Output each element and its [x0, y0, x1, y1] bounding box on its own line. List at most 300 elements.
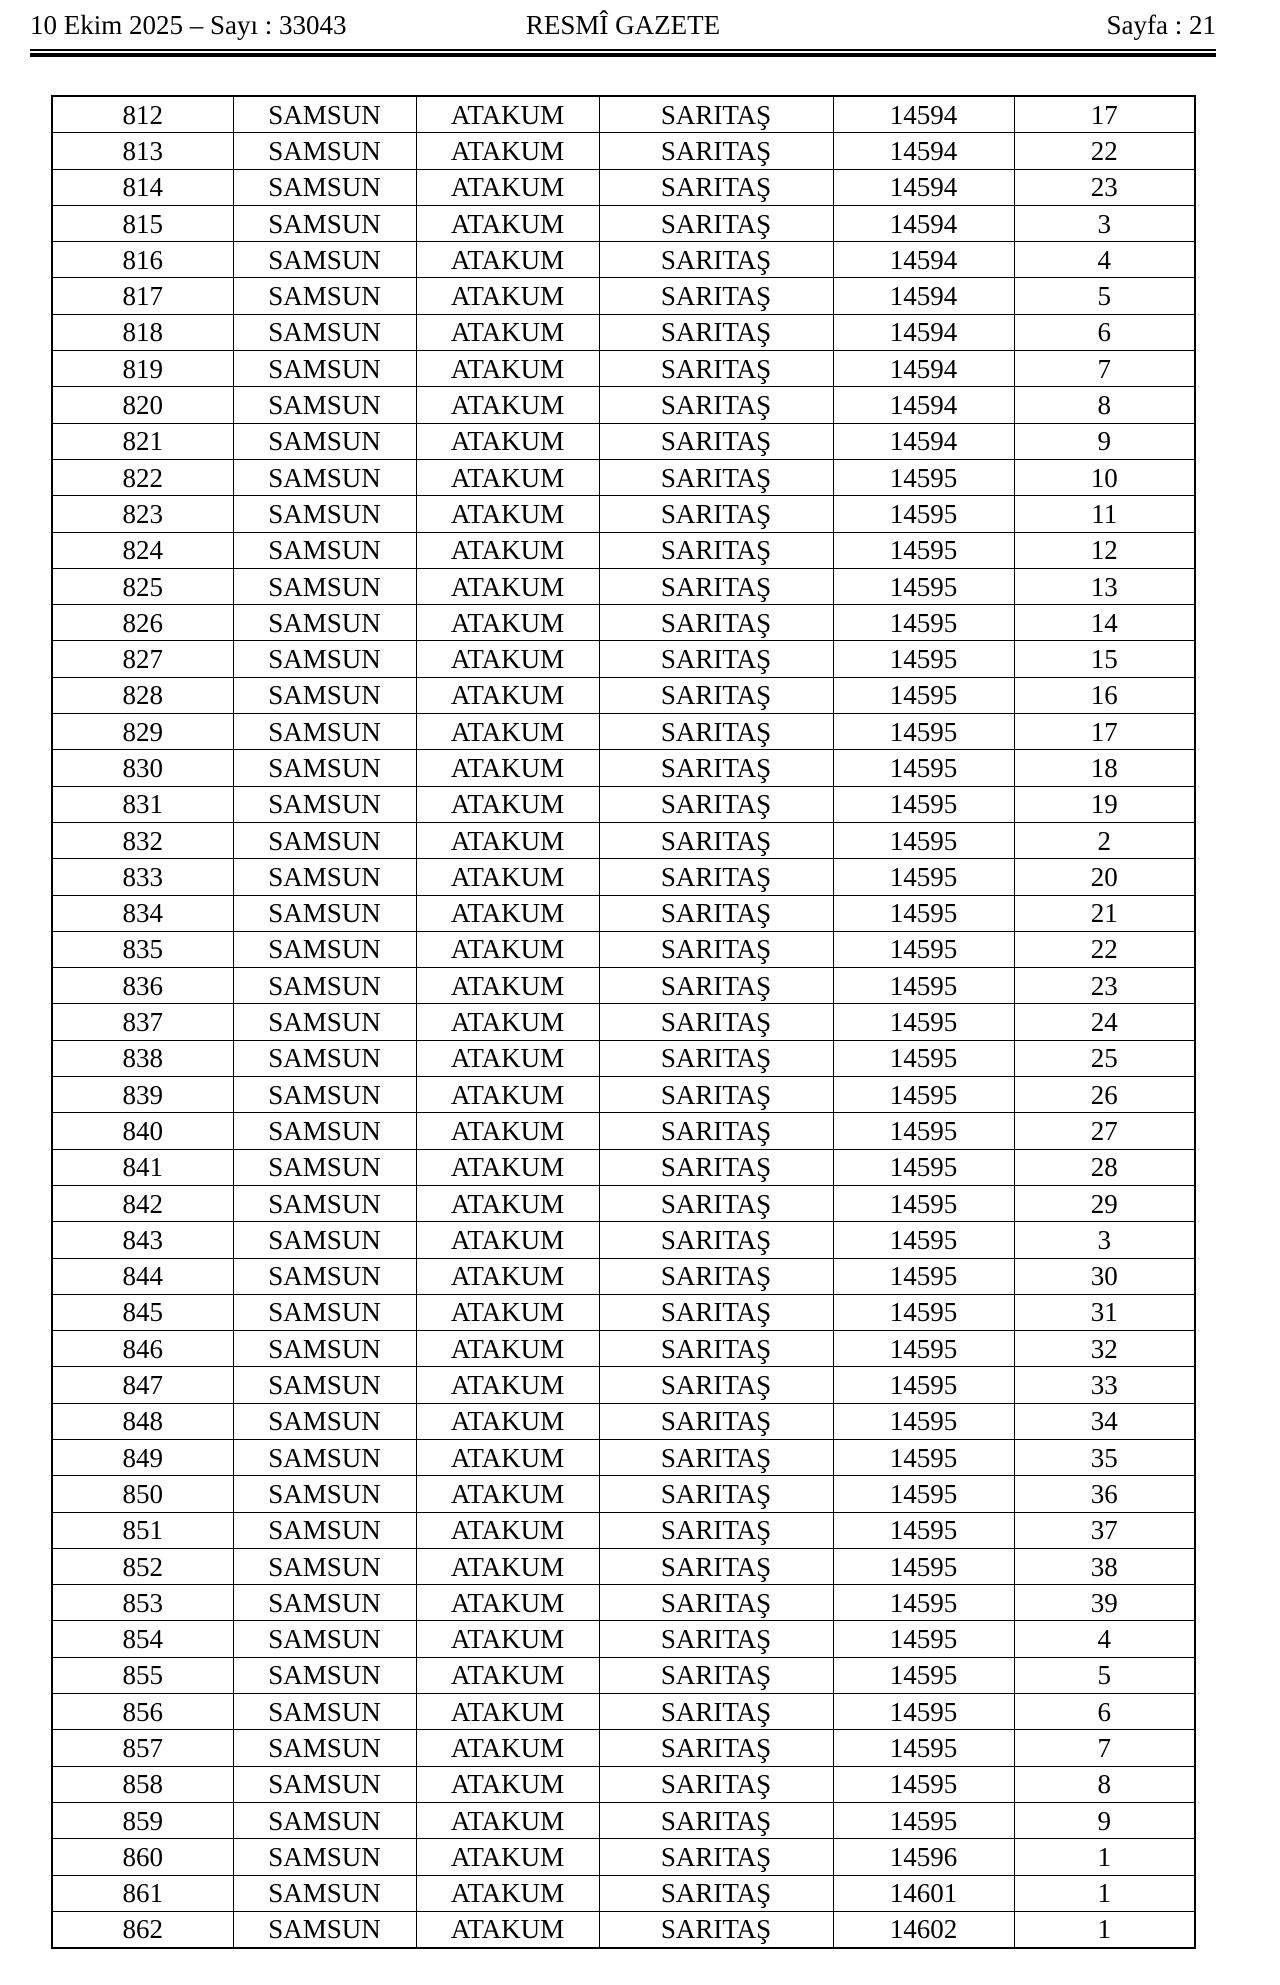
parcel-cell: 6 — [1014, 314, 1195, 350]
row-number-cell: 837 — [52, 1004, 233, 1040]
block-cell: 14595 — [833, 641, 1014, 677]
block-cell: 14595 — [833, 1222, 1014, 1258]
header-page-number: Sayfa : 21 — [1106, 10, 1216, 40]
parcel-cell: 7 — [1014, 1730, 1195, 1766]
parcel-cell: 6 — [1014, 1694, 1195, 1730]
province-cell: SAMSUN — [233, 968, 416, 1004]
district-cell: ATAKUM — [416, 1657, 599, 1693]
neighborhood-cell: SARITAŞ — [599, 1403, 833, 1439]
parcel-cell: 33 — [1014, 1367, 1195, 1403]
province-cell: SAMSUN — [233, 96, 416, 133]
neighborhood-cell: SARITAŞ — [599, 1730, 833, 1766]
table-row — [52, 1657, 1195, 1693]
table-row — [52, 605, 1195, 641]
row-number-cell: 812 — [52, 96, 233, 133]
parcel-cell: 26 — [1014, 1077, 1195, 1113]
district-cell: ATAKUM — [416, 205, 599, 241]
neighborhood-cell: SARITAŞ — [599, 133, 833, 169]
table-row — [52, 1077, 1195, 1113]
block-cell: 14595 — [833, 859, 1014, 895]
district-cell: ATAKUM — [416, 750, 599, 786]
neighborhood-cell: SARITAŞ — [599, 859, 833, 895]
table-row — [52, 1004, 1195, 1040]
block-cell: 14595 — [833, 1621, 1014, 1657]
neighborhood-cell: SARITAŞ — [599, 205, 833, 241]
province-cell: SAMSUN — [233, 1367, 416, 1403]
parcel-cell: 7 — [1014, 351, 1195, 387]
row-number-cell: 825 — [52, 568, 233, 604]
district-cell: ATAKUM — [416, 931, 599, 967]
table-row — [52, 1367, 1195, 1403]
province-cell: SAMSUN — [233, 1585, 416, 1621]
parcel-cell: 36 — [1014, 1476, 1195, 1512]
table-row — [52, 1766, 1195, 1802]
parcel-cell: 17 — [1014, 714, 1195, 750]
neighborhood-cell: SARITAŞ — [599, 1185, 833, 1221]
table-row — [52, 859, 1195, 895]
table-row — [52, 133, 1195, 169]
block-cell: 14594 — [833, 423, 1014, 459]
province-cell: SAMSUN — [233, 459, 416, 495]
district-cell: ATAKUM — [416, 1222, 599, 1258]
parcel-cell: 39 — [1014, 1585, 1195, 1621]
row-number-cell: 858 — [52, 1766, 233, 1802]
district-cell: ATAKUM — [416, 532, 599, 568]
block-cell: 14595 — [833, 1149, 1014, 1185]
block-cell: 14595 — [833, 1439, 1014, 1475]
district-cell: ATAKUM — [416, 605, 599, 641]
table-row — [52, 1730, 1195, 1766]
table-row — [52, 314, 1195, 350]
block-cell: 14595 — [833, 1004, 1014, 1040]
neighborhood-cell: SARITAŞ — [599, 1875, 833, 1911]
block-cell: 14602 — [833, 1911, 1014, 1948]
district-cell: ATAKUM — [416, 1294, 599, 1330]
row-number-cell: 826 — [52, 605, 233, 641]
district-cell: ATAKUM — [416, 1512, 599, 1548]
block-cell: 14595 — [833, 1476, 1014, 1512]
row-number-cell: 840 — [52, 1113, 233, 1149]
district-cell: ATAKUM — [416, 387, 599, 423]
neighborhood-cell: SARITAŞ — [599, 387, 833, 423]
neighborhood-cell: SARITAŞ — [599, 605, 833, 641]
neighborhood-cell: SARITAŞ — [599, 459, 833, 495]
parcel-cell: 14 — [1014, 605, 1195, 641]
row-number-cell: 817 — [52, 278, 233, 314]
district-cell: ATAKUM — [416, 641, 599, 677]
row-number-cell: 818 — [52, 314, 233, 350]
header-rule-thin — [30, 49, 1216, 51]
parcel-cell: 32 — [1014, 1331, 1195, 1367]
row-number-cell: 853 — [52, 1585, 233, 1621]
neighborhood-cell: SARITAŞ — [599, 1040, 833, 1076]
block-cell: 14595 — [833, 496, 1014, 532]
province-cell: SAMSUN — [233, 1875, 416, 1911]
district-cell: ATAKUM — [416, 1004, 599, 1040]
district-cell: ATAKUM — [416, 1548, 599, 1584]
row-number-cell: 850 — [52, 1476, 233, 1512]
neighborhood-cell: SARITAŞ — [599, 278, 833, 314]
row-number-cell: 821 — [52, 423, 233, 459]
table-row — [52, 1839, 1195, 1875]
row-number-cell: 820 — [52, 387, 233, 423]
parcel-cell: 8 — [1014, 1766, 1195, 1802]
parcel-cell: 37 — [1014, 1512, 1195, 1548]
province-cell: SAMSUN — [233, 1439, 416, 1475]
district-cell: ATAKUM — [416, 423, 599, 459]
row-number-cell: 830 — [52, 750, 233, 786]
row-number-cell: 849 — [52, 1439, 233, 1475]
block-cell: 14596 — [833, 1839, 1014, 1875]
table-row — [52, 1258, 1195, 1294]
neighborhood-cell: SARITAŞ — [599, 1439, 833, 1475]
neighborhood-cell: SARITAŞ — [599, 1004, 833, 1040]
province-cell: SAMSUN — [233, 205, 416, 241]
block-cell: 14595 — [833, 605, 1014, 641]
parcel-cell: 1 — [1014, 1875, 1195, 1911]
block-cell: 14595 — [833, 822, 1014, 858]
district-cell: ATAKUM — [416, 1621, 599, 1657]
block-cell: 14595 — [833, 1367, 1014, 1403]
province-cell: SAMSUN — [233, 677, 416, 713]
block-cell: 14595 — [833, 1403, 1014, 1439]
block-cell: 14595 — [833, 1294, 1014, 1330]
province-cell: SAMSUN — [233, 1839, 416, 1875]
block-cell: 14594 — [833, 169, 1014, 205]
row-number-cell: 855 — [52, 1657, 233, 1693]
row-number-cell: 815 — [52, 205, 233, 241]
table-row — [52, 1548, 1195, 1584]
row-number-cell: 816 — [52, 242, 233, 278]
table-row — [52, 1222, 1195, 1258]
district-cell: ATAKUM — [416, 822, 599, 858]
parcel-table — [51, 95, 1196, 1949]
table-row — [52, 1439, 1195, 1475]
block-cell: 14595 — [833, 459, 1014, 495]
neighborhood-cell: SARITAŞ — [599, 1694, 833, 1730]
parcel-cell: 11 — [1014, 496, 1195, 532]
neighborhood-cell: SARITAŞ — [599, 641, 833, 677]
district-cell: ATAKUM — [416, 1911, 599, 1948]
district-cell: ATAKUM — [416, 242, 599, 278]
neighborhood-cell: SARITAŞ — [599, 931, 833, 967]
parcel-cell: 19 — [1014, 786, 1195, 822]
table-row — [52, 1911, 1195, 1948]
block-cell: 14595 — [833, 931, 1014, 967]
table-row — [52, 677, 1195, 713]
row-number-cell: 836 — [52, 968, 233, 1004]
neighborhood-cell: SARITAŞ — [599, 1331, 833, 1367]
district-cell: ATAKUM — [416, 1730, 599, 1766]
province-cell: SAMSUN — [233, 1694, 416, 1730]
neighborhood-cell: SARITAŞ — [599, 242, 833, 278]
table-row — [52, 895, 1195, 931]
neighborhood-cell: SARITAŞ — [599, 1113, 833, 1149]
district-cell: ATAKUM — [416, 1258, 599, 1294]
row-number-cell: 828 — [52, 677, 233, 713]
parcel-cell: 1 — [1014, 1839, 1195, 1875]
province-cell: SAMSUN — [233, 822, 416, 858]
block-cell: 14595 — [833, 1113, 1014, 1149]
block-cell: 14594 — [833, 387, 1014, 423]
block-cell: 14595 — [833, 1548, 1014, 1584]
province-cell: SAMSUN — [233, 351, 416, 387]
province-cell: SAMSUN — [233, 133, 416, 169]
parcel-cell: 9 — [1014, 423, 1195, 459]
province-cell: SAMSUN — [233, 1294, 416, 1330]
parcel-cell: 9 — [1014, 1802, 1195, 1838]
block-cell: 14595 — [833, 714, 1014, 750]
table-row — [52, 822, 1195, 858]
neighborhood-cell: SARITAŞ — [599, 1077, 833, 1113]
block-cell: 14595 — [833, 1512, 1014, 1548]
table-row — [52, 1185, 1195, 1221]
block-cell: 14595 — [833, 1657, 1014, 1693]
table-row — [52, 1294, 1195, 1330]
neighborhood-cell: SARITAŞ — [599, 1548, 833, 1584]
neighborhood-cell: SARITAŞ — [599, 496, 833, 532]
row-number-cell: 834 — [52, 895, 233, 931]
province-cell: SAMSUN — [233, 1040, 416, 1076]
district-cell: ATAKUM — [416, 1403, 599, 1439]
parcel-cell: 3 — [1014, 205, 1195, 241]
neighborhood-cell: SARITAŞ — [599, 1512, 833, 1548]
table-row — [52, 1331, 1195, 1367]
row-number-cell: 835 — [52, 931, 233, 967]
province-cell: SAMSUN — [233, 1004, 416, 1040]
district-cell: ATAKUM — [416, 568, 599, 604]
province-cell: SAMSUN — [233, 605, 416, 641]
province-cell: SAMSUN — [233, 750, 416, 786]
district-cell: ATAKUM — [416, 677, 599, 713]
table-row — [52, 351, 1195, 387]
row-number-cell: 860 — [52, 1839, 233, 1875]
block-cell: 14601 — [833, 1875, 1014, 1911]
district-cell: ATAKUM — [416, 1331, 599, 1367]
table-row — [52, 532, 1195, 568]
table-row — [52, 1875, 1195, 1911]
province-cell: SAMSUN — [233, 1403, 416, 1439]
block-cell: 14595 — [833, 1730, 1014, 1766]
province-cell: SAMSUN — [233, 1548, 416, 1584]
district-cell: ATAKUM — [416, 1875, 599, 1911]
neighborhood-cell: SARITAŞ — [599, 169, 833, 205]
neighborhood-cell: SARITAŞ — [599, 1766, 833, 1802]
province-cell: SAMSUN — [233, 1911, 416, 1948]
block-cell: 14594 — [833, 133, 1014, 169]
parcel-cell: 30 — [1014, 1258, 1195, 1294]
province-cell: SAMSUN — [233, 895, 416, 931]
block-cell: 14595 — [833, 1040, 1014, 1076]
neighborhood-cell: SARITAŞ — [599, 314, 833, 350]
province-cell: SAMSUN — [233, 641, 416, 677]
block-cell: 14594 — [833, 205, 1014, 241]
parcel-cell: 27 — [1014, 1113, 1195, 1149]
row-number-cell: 843 — [52, 1222, 233, 1258]
block-cell: 14595 — [833, 1331, 1014, 1367]
row-number-cell: 856 — [52, 1694, 233, 1730]
row-number-cell: 839 — [52, 1077, 233, 1113]
neighborhood-cell: SARITAŞ — [599, 895, 833, 931]
block-cell: 14595 — [833, 1585, 1014, 1621]
parcel-cell: 5 — [1014, 278, 1195, 314]
row-number-cell: 854 — [52, 1621, 233, 1657]
block-cell: 14594 — [833, 242, 1014, 278]
province-cell: SAMSUN — [233, 786, 416, 822]
province-cell: SAMSUN — [233, 1149, 416, 1185]
row-number-cell: 823 — [52, 496, 233, 532]
parcel-cell: 22 — [1014, 133, 1195, 169]
neighborhood-cell: SARITAŞ — [599, 568, 833, 604]
district-cell: ATAKUM — [416, 1077, 599, 1113]
district-cell: ATAKUM — [416, 96, 599, 133]
province-cell: SAMSUN — [233, 314, 416, 350]
table-row — [52, 1040, 1195, 1076]
table-row — [52, 169, 1195, 205]
province-cell: SAMSUN — [233, 1766, 416, 1802]
row-number-cell: 842 — [52, 1185, 233, 1221]
row-number-cell: 859 — [52, 1802, 233, 1838]
row-number-cell: 852 — [52, 1548, 233, 1584]
district-cell: ATAKUM — [416, 1839, 599, 1875]
district-cell: ATAKUM — [416, 314, 599, 350]
neighborhood-cell: SARITAŞ — [599, 968, 833, 1004]
district-cell: ATAKUM — [416, 1040, 599, 1076]
table-row — [52, 931, 1195, 967]
table-row — [52, 496, 1195, 532]
table-row — [52, 568, 1195, 604]
province-cell: SAMSUN — [233, 859, 416, 895]
row-number-cell: 814 — [52, 169, 233, 205]
province-cell: SAMSUN — [233, 1512, 416, 1548]
province-cell: SAMSUN — [233, 1730, 416, 1766]
province-cell: SAMSUN — [233, 1802, 416, 1838]
block-cell: 14594 — [833, 96, 1014, 133]
table-row — [52, 423, 1195, 459]
district-cell: ATAKUM — [416, 1802, 599, 1838]
table-row — [52, 968, 1195, 1004]
parcel-cell: 2 — [1014, 822, 1195, 858]
row-number-cell: 827 — [52, 641, 233, 677]
neighborhood-cell: SARITAŞ — [599, 96, 833, 133]
block-cell: 14595 — [833, 1694, 1014, 1730]
block-cell: 14594 — [833, 351, 1014, 387]
parcel-cell: 25 — [1014, 1040, 1195, 1076]
province-cell: SAMSUN — [233, 1331, 416, 1367]
row-number-cell: 857 — [52, 1730, 233, 1766]
neighborhood-cell: SARITAŞ — [599, 1585, 833, 1621]
parcel-cell: 5 — [1014, 1657, 1195, 1693]
table-row — [52, 205, 1195, 241]
parcel-cell: 4 — [1014, 1621, 1195, 1657]
district-cell: ATAKUM — [416, 1149, 599, 1185]
header-rule-thick — [30, 53, 1216, 57]
neighborhood-cell: SARITAŞ — [599, 1621, 833, 1657]
parcel-cell: 18 — [1014, 750, 1195, 786]
table-row — [52, 786, 1195, 822]
parcel-cell: 29 — [1014, 1185, 1195, 1221]
district-cell: ATAKUM — [416, 351, 599, 387]
row-number-cell: 831 — [52, 786, 233, 822]
parcel-cell: 22 — [1014, 931, 1195, 967]
neighborhood-cell: SARITAŞ — [599, 1222, 833, 1258]
block-cell: 14595 — [833, 568, 1014, 604]
province-cell: SAMSUN — [233, 931, 416, 967]
parcel-cell: 13 — [1014, 568, 1195, 604]
row-number-cell: 848 — [52, 1403, 233, 1439]
header-publication-title: RESMÎ GAZETE — [525, 10, 721, 40]
neighborhood-cell: SARITAŞ — [599, 786, 833, 822]
neighborhood-cell: SARITAŞ — [599, 1911, 833, 1948]
parcel-cell: 35 — [1014, 1439, 1195, 1475]
parcel-table-body — [52, 96, 1195, 1948]
province-cell: SAMSUN — [233, 1621, 416, 1657]
parcel-cell: 10 — [1014, 459, 1195, 495]
province-cell: SAMSUN — [233, 496, 416, 532]
block-cell: 14595 — [833, 1802, 1014, 1838]
row-number-cell: 851 — [52, 1512, 233, 1548]
neighborhood-cell: SARITAŞ — [599, 750, 833, 786]
district-cell: ATAKUM — [416, 1367, 599, 1403]
block-cell: 14595 — [833, 532, 1014, 568]
block-cell: 14595 — [833, 895, 1014, 931]
district-cell: ATAKUM — [416, 786, 599, 822]
table-row — [52, 1476, 1195, 1512]
parcel-cell: 16 — [1014, 677, 1195, 713]
district-cell: ATAKUM — [416, 169, 599, 205]
block-cell: 14594 — [833, 314, 1014, 350]
province-cell: SAMSUN — [233, 423, 416, 459]
row-number-cell: 813 — [52, 133, 233, 169]
parcel-cell: 17 — [1014, 96, 1195, 133]
parcel-cell: 8 — [1014, 387, 1195, 423]
neighborhood-cell: SARITAŞ — [599, 351, 833, 387]
parcel-cell: 38 — [1014, 1548, 1195, 1584]
table-row — [52, 1621, 1195, 1657]
province-cell: SAMSUN — [233, 1222, 416, 1258]
neighborhood-cell: SARITAŞ — [599, 1258, 833, 1294]
parcel-cell: 34 — [1014, 1403, 1195, 1439]
neighborhood-cell: SARITAŞ — [599, 1476, 833, 1512]
block-cell: 14595 — [833, 786, 1014, 822]
neighborhood-cell: SARITAŞ — [599, 1294, 833, 1330]
table-row — [52, 1113, 1195, 1149]
province-cell: SAMSUN — [233, 1258, 416, 1294]
district-cell: ATAKUM — [416, 1185, 599, 1221]
neighborhood-cell: SARITAŞ — [599, 714, 833, 750]
page-header — [30, 8, 1216, 42]
table-row — [52, 1802, 1195, 1838]
neighborhood-cell: SARITAŞ — [599, 1657, 833, 1693]
province-cell: SAMSUN — [233, 568, 416, 604]
province-cell: SAMSUN — [233, 242, 416, 278]
row-number-cell: 822 — [52, 459, 233, 495]
neighborhood-cell: SARITAŞ — [599, 532, 833, 568]
district-cell: ATAKUM — [416, 133, 599, 169]
row-number-cell: 824 — [52, 532, 233, 568]
district-cell: ATAKUM — [416, 496, 599, 532]
block-cell: 14595 — [833, 677, 1014, 713]
row-number-cell: 847 — [52, 1367, 233, 1403]
province-cell: SAMSUN — [233, 1657, 416, 1693]
neighborhood-cell: SARITAŞ — [599, 1367, 833, 1403]
block-cell: 14595 — [833, 1077, 1014, 1113]
table-row — [52, 278, 1195, 314]
province-cell: SAMSUN — [233, 1185, 416, 1221]
table-row — [52, 750, 1195, 786]
district-cell: ATAKUM — [416, 895, 599, 931]
district-cell: ATAKUM — [416, 859, 599, 895]
